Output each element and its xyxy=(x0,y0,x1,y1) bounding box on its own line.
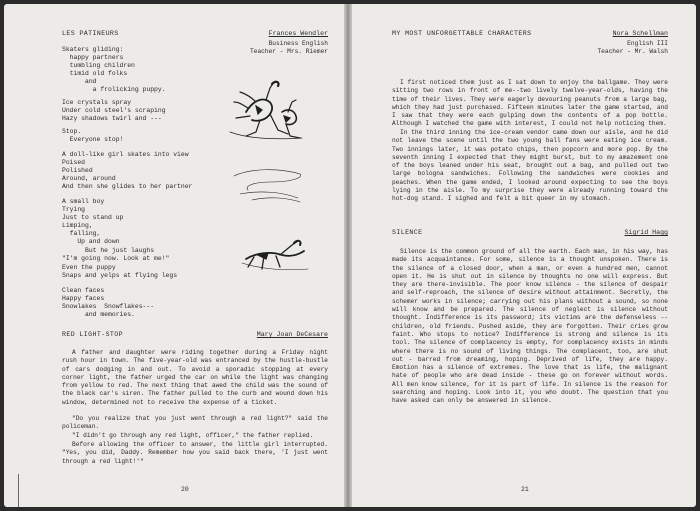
right-page xyxy=(352,4,696,507)
characters-teacher: Teacher - Mr. Walsh xyxy=(597,48,668,55)
silence-title: SILENCE xyxy=(392,229,423,236)
redlight-title: RED LIGHT-STOP xyxy=(62,331,123,338)
characters-author: Nora Schellman xyxy=(612,30,668,37)
puppy-sketch xyxy=(240,229,310,275)
poem-stanza: Clean faces Happy faces Snowlakes Snowflakes--- and memories. xyxy=(62,287,155,319)
patineurs-title: LES PATINEURS xyxy=(62,30,119,37)
characters-course: English III xyxy=(627,40,668,47)
binding-pencil-mark xyxy=(18,474,19,507)
skater-sketch-illustration xyxy=(226,72,306,144)
patineurs-course: Business English xyxy=(268,40,328,47)
left-page xyxy=(4,4,344,507)
patineurs-teacher: Teacher - Mrs. Riemer xyxy=(250,48,328,55)
redlight-paragraph: "I didn't go through any red light, officer," the father replied. xyxy=(72,432,314,439)
silence-author: Sigrid Hagg xyxy=(624,229,668,236)
redlight-paragraph: A father and daughter were riding together during a Friday night rush hour in town. The five-year-old was entranced by the hustle-bustle of cars dodging in and out. To avoid a sporadic stopping at every corner light, the father urged the car on while the light was changing from yellow to red. The next thing that awed the child was the sound of the black car's siren. The father pulled to the curb and wound down his window, determined not to receive the expense of a ticket. xyxy=(62,349,328,406)
poem-stanza: Stop. Everyone stop! xyxy=(62,128,124,144)
characters-title: MY MOST UNFORGETTABLE CHARACTERS xyxy=(392,30,532,37)
page-number-right: 21 xyxy=(521,486,529,493)
poem-stanza: A small boy Trying Just to stand up Limping, falling, Up and down But he just laughs "I'm going now. Look at me!" xyxy=(62,198,170,262)
redlight-paragraph: Before allowing the officer to answer, the little girl interrupted. "Yes, you did, Daddy. Remember how you said back there, 'I just went through a red light!'" xyxy=(62,441,328,465)
poem-stanza: Ice crystals spray Under cold steel's scraping Hazy shadows twirl and --- xyxy=(62,99,166,123)
characters-paragraph: I first noticed them just as I sat down to enjoy the ballgame. They were sitting two rows in front of me--two lively twelve-year-olds, having the time of their lives. They were eagerly devouring peanuts from a large bag, which they had just purchased. Fifteen minutes later the game started, and I saw that they were each gulping down the contents of a pop bottle. Although I watched the game with interest, I could not help noticing them. xyxy=(392,79,668,128)
ice-swirl-sketch xyxy=(230,164,308,204)
poem-stanza: A doll-like girl skates into view Poised Polished Around, around And then she glides to her partner xyxy=(62,151,193,191)
poem-stanza: Even the puppy Snaps and yelps at flying legs xyxy=(62,264,178,280)
redlight-paragraph: "Do you realize that you just went through a red light?" said the policeman. xyxy=(62,415,328,431)
book-gutter xyxy=(344,4,352,507)
patineurs-author: Frances Wendler xyxy=(268,30,328,37)
characters-paragraph: In the third inning the ice-cream vendor came down our aisle, and he did not leave the scene until the two young ball fans were eating ice cream. Two innings later, it was potato chips, then popcorn and more pop. By the seventh inning I expected that they might burst, but to my amazement one of the boys leaned under his seat, brought out a bag, and pulled out two large bologna sandwiches. Following the sandwiches were cookies and peaches. When the game ended, I looked around expecting to see the boys lying in the aisle. To my surprise they were already running toward the hot-dog stand. I sighed and felt a bit queer in my stomach. xyxy=(392,129,668,203)
page-number-left: 20 xyxy=(181,486,189,493)
redlight-author: Mary Joan DeCesare xyxy=(256,331,328,338)
silence-paragraph: Silence is the common ground of all the earth. Each man, in his way, has made its acquaintance. For some, silence is a thought unspoken. There is the silence of a closed door, when a man, or even a hundred men, cannot open it. He is shut out in silence by thoughts no one will express. But they are there-invisible. The poor know silence - the silence of despair and self-reproach, the silence of desire without attainment. Secretly, the schemer works in silence; carrying out his plans without a sound, so none will know and be prepared. The silence of neglect is silence without thought. Indifference is its password; its victims are the defenseless -- children, old friends. Pushed aside, they are forgotten. Their cries grow faint. Who stops to notice? Indifference is strong and silence is its tool. The silence of complacency is empty, for complacency exists in minds where there is no sound of living things. The complacent, too, are shut out - barred from dreaming, hoping. Deprived of life, they are happy. Emotion has a silence of extremes. The love that is life, the malignant hate of people who are dead inside - these go on forever without words. All men know silence, for it is part of life. In silence is the reason for searching and hoping. Look into it, you who doubt. The question that you have asked can only be answered in silence. xyxy=(392,248,668,405)
poem-stanza: Skaters gliding: happy partners tumbling children timid old folks and a frolicking puppy. xyxy=(62,46,166,94)
